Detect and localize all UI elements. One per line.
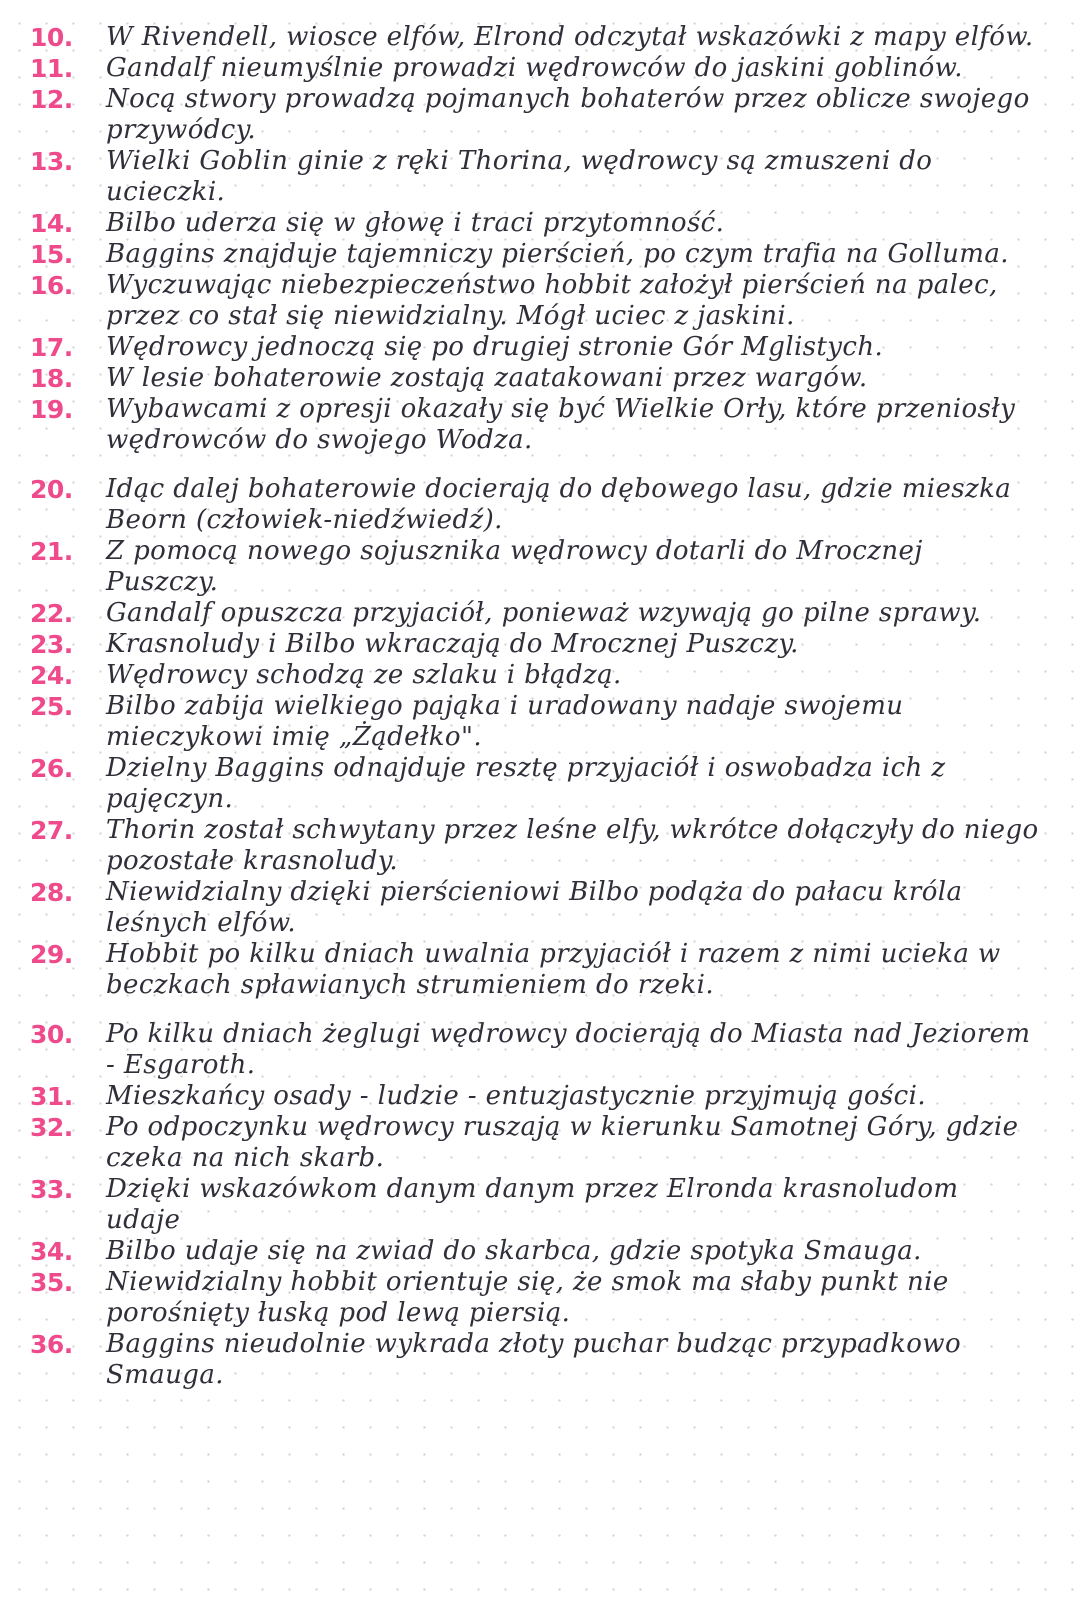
item-text: Z pomocą nowego sojusznika wędrowcy dotarli do Mrocznej Puszczy. <box>106 536 923 597</box>
list-item <box>0 877 1080 939</box>
item-number: 13. <box>30 147 73 176</box>
item-number: 11. <box>30 54 73 83</box>
list-item <box>0 1236 1080 1267</box>
item-text: Nocą stwory prowadzą pojmanych bohaterów przez oblicze swojego przywódcy. <box>106 84 1030 145</box>
item-text: W Rivendell, wiosce elfów, Elrond odczytał wskazówki z mapy elfów. <box>106 22 1034 52</box>
item-number: 14. <box>30 209 73 238</box>
list-item <box>0 598 1080 629</box>
list-item <box>0 22 1080 53</box>
events-group-30-36 <box>0 1019 1080 1391</box>
item-text: W lesie bohaterowie zostają zaatakowani przez wargów. <box>106 363 868 393</box>
events-group-20-29 <box>0 474 1080 1001</box>
item-text: Bilbo zabija wielkiego pająka i uradowany nadaje swojemu mieczykowi imię „Żądełko". <box>106 691 904 752</box>
list-item <box>0 363 1080 394</box>
item-number: 32. <box>30 1113 73 1142</box>
list-item <box>0 270 1080 332</box>
item-number: 19. <box>30 395 73 424</box>
list-item <box>0 536 1080 598</box>
list-item <box>0 1174 1080 1236</box>
item-text: Baggins nieudolnie wykrada złoty puchar budząc przypadkowo Smauga. <box>106 1329 962 1390</box>
item-number: 22. <box>30 599 73 628</box>
item-text: Gandalf opuszcza przyjaciół, ponieważ wzywają go pilne sprawy. <box>106 598 982 628</box>
item-number: 33. <box>30 1175 73 1204</box>
item-text: Wyczuwając niebezpieczeństwo hobbit założył pierścień na palec, przez co stał się niewidzialny. Mógł uciec z jaskini. <box>106 270 998 331</box>
item-number: 10. <box>30 23 73 52</box>
item-number: 36. <box>30 1330 73 1359</box>
item-number: 24. <box>30 661 73 690</box>
item-number: 30. <box>30 1020 73 1049</box>
list-item <box>0 1112 1080 1174</box>
list-item <box>0 146 1080 208</box>
item-text: Dzięki wskazówkom danym danym przez Elronda krasnoludom udaje <box>106 1174 959 1235</box>
list-item <box>0 1019 1080 1081</box>
list-item <box>0 53 1080 84</box>
list-item <box>0 815 1080 877</box>
item-text: Gandalf nieumyślnie prowadzi wędrowców do jaskini goblinów. <box>106 53 963 83</box>
item-text: Mieszkańcy osady - ludzie - entuzjastycznie przyjmują gości. <box>106 1081 927 1111</box>
list-item <box>0 629 1080 660</box>
item-text: Dzielny Baggins odnajduje resztę przyjaciół i oswobadza ich z pajęczyn. <box>106 753 946 814</box>
list-item <box>0 1267 1080 1329</box>
item-text: Bilbo udaje się na zwiad do skarbca, gdzie spotyka Smauga. <box>106 1236 922 1266</box>
item-text: Wędrowcy jednoczą się po drugiej stronie Gór Mglistych. <box>106 332 884 362</box>
item-number: 17. <box>30 333 73 362</box>
item-text: Niewidzialny hobbit orientuje się, że smok ma słaby punkt nie porośnięty łuską pod lewą piersią. <box>106 1267 949 1328</box>
list-item <box>0 1329 1080 1391</box>
notebook-page <box>0 22 1080 1602</box>
item-number: 15. <box>30 240 73 269</box>
list-item <box>0 474 1080 536</box>
item-text: Po odpoczynku wędrowcy ruszają w kierunku Samotnej Góry, gdzie czeka na nich skarb. <box>106 1112 1019 1173</box>
list-item <box>0 394 1080 456</box>
item-text: Wędrowcy schodzą ze szlaku i błądzą. <box>106 660 622 690</box>
item-text: Idąc dalej bohaterowie docierają do dębowego lasu, gdzie mieszka Beorn (człowiek-niedźwiedź). <box>106 474 1012 535</box>
item-number: 21. <box>30 537 73 566</box>
item-text: Hobbit po kilku dniach uwalnia przyjaciół i razem z nimi ucieka w beczkach spławianych strumieniem do rzeki. <box>106 939 1001 1000</box>
item-number: 23. <box>30 630 73 659</box>
item-number: 18. <box>30 364 73 393</box>
list-item <box>0 239 1080 270</box>
list-item <box>0 208 1080 239</box>
item-number: 28. <box>30 878 73 907</box>
item-number: 25. <box>30 692 73 721</box>
item-number: 27. <box>30 816 73 845</box>
list-item <box>0 939 1080 1001</box>
item-number: 12. <box>30 85 73 114</box>
list-item <box>0 691 1080 753</box>
item-number: 29. <box>30 940 73 969</box>
list-item <box>0 660 1080 691</box>
list-item <box>0 753 1080 815</box>
item-text: Wybawcami z opresji okazały się być Wielkie Orły, które przeniosły wędrowców do swojego Wodza. <box>106 394 1016 455</box>
item-text: Wielki Goblin ginie z ręki Thorina, wędrowcy są zmuszeni do ucieczki. <box>106 146 933 207</box>
item-number: 16. <box>30 271 73 300</box>
item-number: 26. <box>30 754 73 783</box>
item-text: Thorin został schwytany przez leśne elfy, wkrótce dołączyły do niego pozostałe krasnoludy. <box>106 815 1039 876</box>
list-item <box>0 332 1080 363</box>
item-number: 20. <box>30 475 73 504</box>
events-group-10-19 <box>0 22 1080 456</box>
item-number: 31. <box>30 1082 73 1111</box>
list-item <box>0 84 1080 146</box>
item-number: 34. <box>30 1237 73 1266</box>
list-item <box>0 1081 1080 1112</box>
item-text: Bilbo uderza się w głowę i traci przytomność. <box>106 208 725 238</box>
item-text: Baggins znajduje tajemniczy pierścień, po czym trafia na Golluma. <box>106 239 1009 269</box>
item-text: Po kilku dniach żeglugi wędrowcy docierają do Miasta nad Jeziorem - Esgaroth. <box>106 1019 1031 1080</box>
item-text: Krasnoludy i Bilbo wkraczają do Mrocznej Puszczy. <box>106 629 799 659</box>
item-text: Niewidzialny dzięki pierścieniowi Bilbo podąża do pałacu króla leśnych elfów. <box>106 877 963 938</box>
item-number: 35. <box>30 1268 73 1297</box>
